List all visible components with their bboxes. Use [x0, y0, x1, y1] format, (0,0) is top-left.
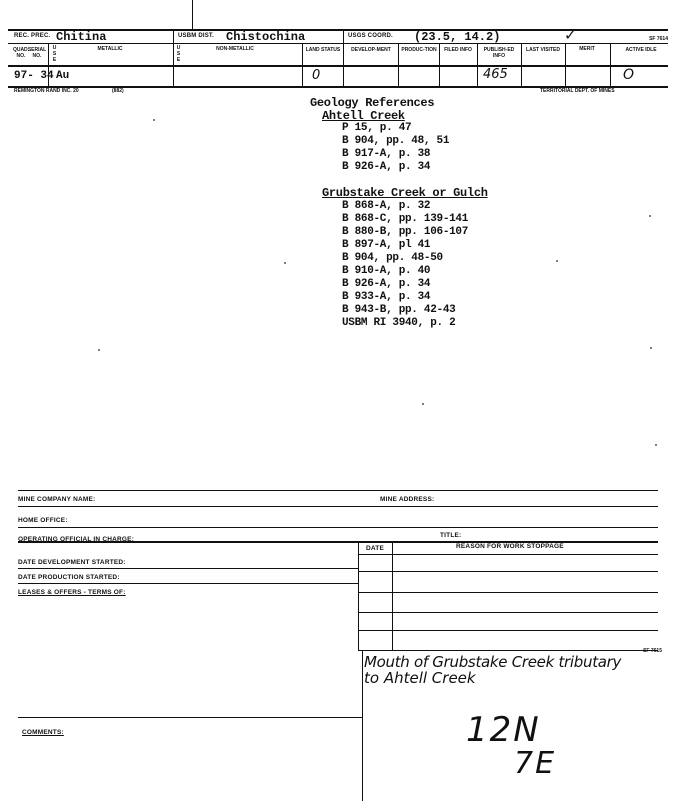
speck: [98, 349, 100, 351]
divider: [192, 0, 193, 30]
stoppage-row[interactable]: [358, 612, 658, 613]
divider: [358, 541, 359, 651]
reference-line: B 926-A, p. 34: [342, 278, 431, 290]
divider: [173, 29, 174, 86]
leases-offers-label: LEASES & OFFERS - TERMS OF:: [18, 589, 126, 596]
published-info-value: 465: [483, 67, 508, 82]
geology-title: Geology References: [310, 96, 435, 110]
development-label: DEVELOP-MENT: [351, 47, 391, 53]
land-status-value: 0: [312, 68, 321, 83]
reference-line: B 933-A, p. 34: [342, 291, 431, 303]
active-idle-label: ACTIVE IDLE: [625, 47, 657, 53]
reference-line: P 15, p. 47: [342, 122, 412, 134]
last-visited-label: LAST VISITED: [526, 47, 560, 53]
speck: [284, 262, 286, 264]
operating-official-label: OPERATING OFFICIAL IN CHARGE:: [18, 536, 135, 543]
reference-line: B 910-A, p. 40: [342, 265, 431, 277]
date-development-started-line[interactable]: [18, 568, 358, 569]
reference-line: B 926-A, p. 34: [342, 161, 431, 173]
divider: [8, 65, 668, 67]
divider: [343, 43, 344, 86]
speck: [655, 444, 657, 446]
speck: [153, 119, 155, 121]
section-title: Ahtell Creek: [322, 109, 405, 123]
home-office-line[interactable]: [18, 527, 658, 528]
non-metallic-label: NON-METALLIC: [216, 46, 254, 52]
date-production-started-label: DATE PRODUCTION STARTED:: [18, 574, 120, 581]
divider: [439, 43, 440, 86]
divider: [362, 651, 363, 801]
date-column-header: DATE: [366, 545, 385, 552]
reference-line: B 917-A, p. 38: [342, 148, 431, 160]
reference-line: B 868-A, p. 32: [342, 200, 431, 212]
quad-no-label: QUAD. NO.: [12, 47, 30, 59]
usgs-coord-value: (23.5, 14.2): [414, 30, 501, 44]
quad-serial-value: 97- 34: [14, 70, 54, 82]
usgs-coord-label: USGS COORD.: [348, 33, 393, 39]
form-code: SF 7614: [649, 36, 668, 42]
filed-info-label: FILED INFO: [444, 47, 472, 53]
divider: [343, 29, 344, 43]
land-status-label: LAND STATUS: [305, 47, 341, 53]
footer-form-code: SF 7615: [643, 648, 662, 654]
divider: [477, 43, 478, 86]
stoppage-row[interactable]: [358, 592, 658, 593]
dept-label: TERRITORIAL DEPT. OF MINES: [540, 88, 615, 94]
stoppage-row[interactable]: [358, 650, 658, 651]
active-idle-value: O: [623, 67, 635, 83]
metallic-value: Au: [56, 70, 70, 82]
comments-label: COMMENTS:: [22, 729, 64, 736]
speck: [649, 215, 651, 217]
divider: [302, 43, 303, 86]
divider: [521, 43, 522, 86]
reference-line: B 904, pp. 48, 51: [342, 135, 450, 147]
divider: [398, 43, 399, 86]
usbm-dist-label: USBM DIST.: [178, 33, 215, 39]
speck: [650, 347, 652, 349]
reference-line: B 897-A, pl 41: [342, 239, 431, 251]
reason-column-header: REASON FOR WORK STOPPAGE: [456, 543, 564, 550]
section-title: Grubstake Creek or Gulch: [322, 186, 488, 200]
date-development-started-label: DATE DEVELOPMENT STARTED:: [18, 559, 126, 566]
divider: [392, 541, 393, 651]
mine-company-name-label: MINE COMPANY NAME:: [18, 496, 96, 503]
speck: [556, 260, 558, 262]
check-mark: ✓: [564, 26, 577, 44]
printer-code: (882): [112, 88, 124, 94]
reference-line: B 904, pp. 48-50: [342, 252, 443, 264]
home-office-label: HOME OFFICE:: [18, 517, 68, 524]
reference-line: B 943-B, pp. 42-43: [342, 304, 456, 316]
stoppage-row[interactable]: [358, 571, 658, 572]
divider: [18, 490, 658, 491]
divider: [18, 717, 362, 718]
reference-line: USBM RI 3940, p. 2: [342, 317, 456, 329]
use-left-label: U S E: [52, 45, 57, 63]
reference-line: B 880-B, pp. 106-107: [342, 226, 469, 238]
usbm-dist-value: Chistochina: [226, 30, 306, 44]
stoppage-row[interactable]: [358, 630, 658, 631]
metallic-label: METALLIC: [97, 46, 123, 52]
range: 7E: [514, 746, 557, 781]
township: 12N: [466, 710, 541, 750]
divider: [610, 43, 611, 86]
divider: [358, 554, 658, 555]
title-label: TITLE:: [440, 532, 462, 539]
published-info-label: PUBLISH-ED INFO: [483, 47, 515, 59]
location-line-2: to Ahtell Creek: [364, 669, 476, 687]
speck: [422, 403, 424, 405]
rec-prec-label: REC. PREC.: [14, 33, 51, 39]
mine-address-label: MINE ADDRESS:: [380, 496, 435, 503]
production-label: PRODUC-TION: [401, 47, 437, 53]
divider: [565, 43, 566, 86]
merit-label: MERIT: [579, 46, 595, 52]
use-right-label: U S E: [176, 45, 181, 63]
reference-line: B 868-C, pp. 139-141: [342, 213, 469, 225]
date-production-started-line[interactable]: [18, 583, 358, 584]
mine-company-name-line[interactable]: [18, 506, 658, 507]
rec-prec-value: Chitina: [56, 30, 107, 44]
printer-label: REMINGTON RAND INC. 20: [14, 88, 79, 94]
serial-no-label: SERIAL NO.: [27, 47, 47, 59]
location-line-1: Mouth of Grubstake Creek tributary: [364, 653, 622, 671]
